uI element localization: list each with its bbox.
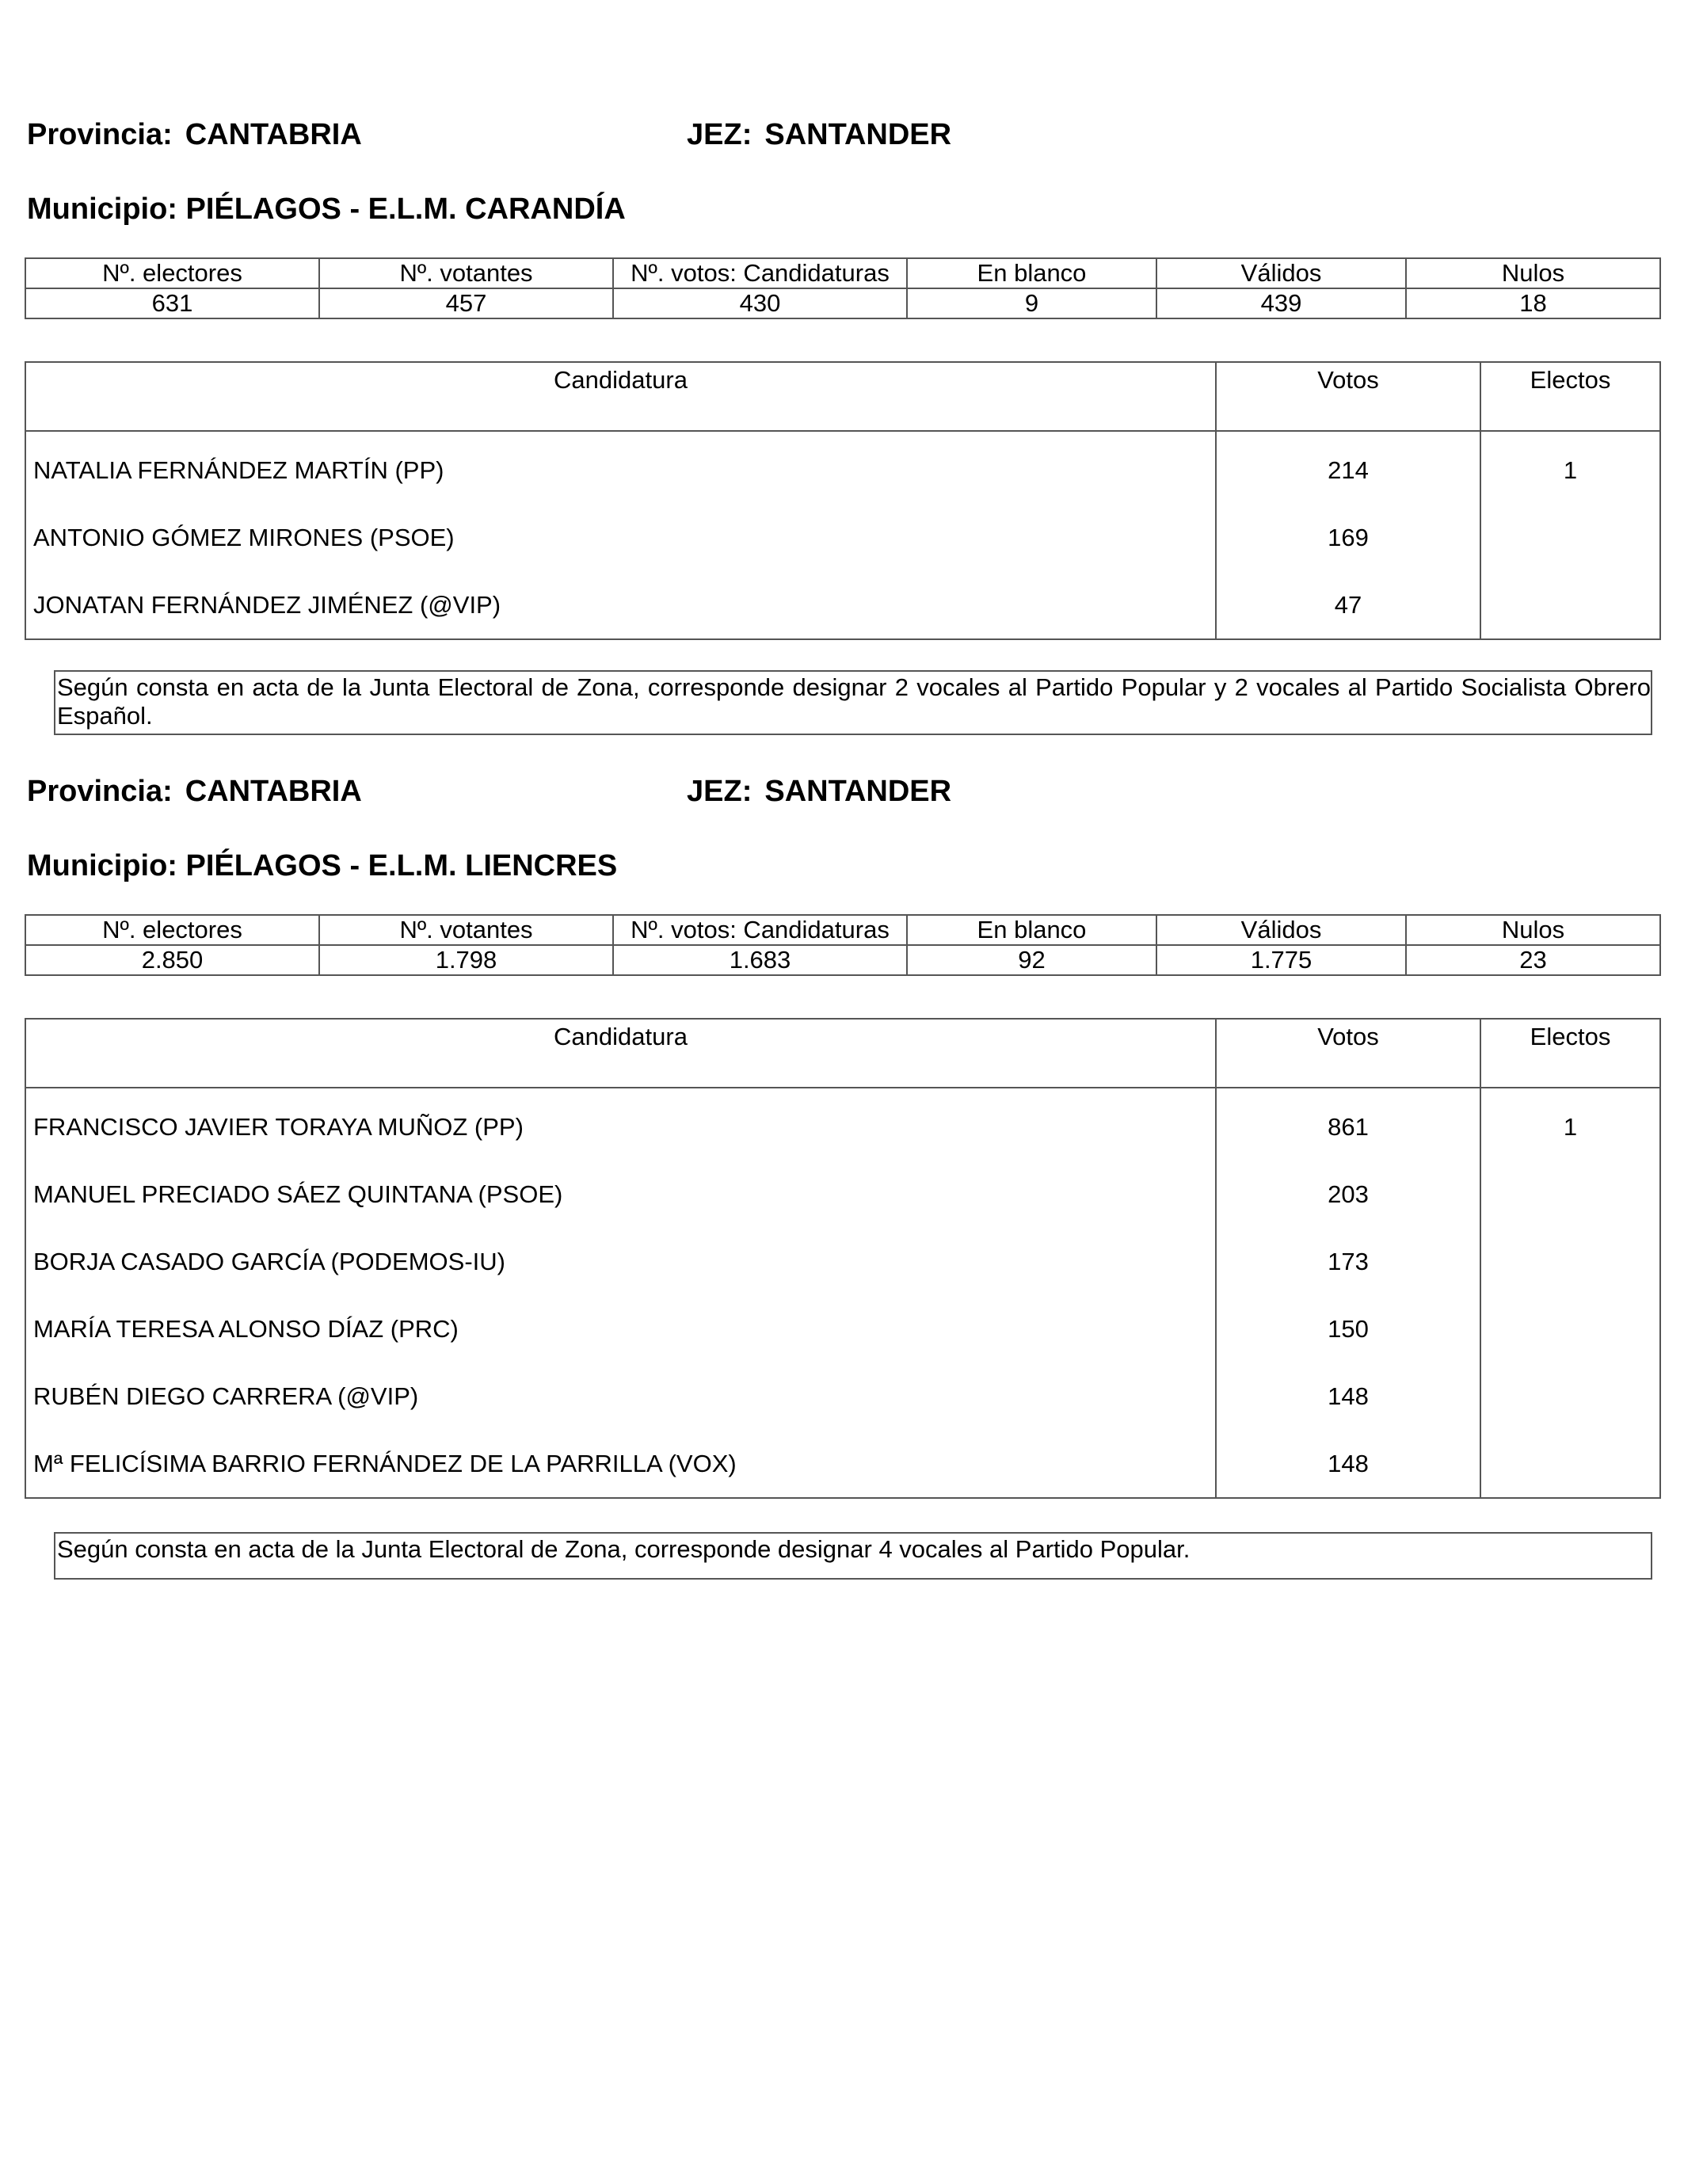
candidate-row	[25, 1363, 1660, 1430]
stats-value: 439	[1156, 288, 1406, 318]
provincia-line	[27, 117, 362, 152]
stats-value: 2.850	[25, 945, 319, 975]
candidate-row	[25, 1228, 1660, 1295]
candidate-electos	[1480, 1161, 1660, 1228]
candidate-votos: 203	[1216, 1161, 1480, 1228]
candidate-electos	[1480, 571, 1660, 639]
stats-value: 23	[1406, 945, 1660, 975]
stats-value: 1.775	[1156, 945, 1406, 975]
votos-header: Votos	[1216, 1019, 1480, 1088]
candidate-electos	[1480, 1430, 1660, 1498]
stats-header: En blanco	[907, 258, 1156, 288]
candidatura-header: Candidatura	[25, 362, 1216, 431]
candidate-electos: 1	[1480, 1088, 1660, 1161]
provincia-value: CANTABRIA	[185, 118, 362, 151]
candidate-row	[25, 1088, 1660, 1161]
municipio-value: PIÉLAGOS - E.L.M. LIENCRES	[185, 849, 618, 882]
stats-value: 9	[907, 288, 1156, 318]
junta-note: Según consta en acta de la Junta Electoral de Zona, corresponde designar 4 vocales al Partido Popular.	[54, 1532, 1652, 1580]
municipio-label: Municipio:	[27, 192, 177, 226]
stats-value: 18	[1406, 288, 1660, 318]
candidate-row	[25, 1430, 1660, 1498]
jez-value: SANTANDER	[764, 118, 952, 151]
candidate-name: NATALIA FERNÁNDEZ MARTÍN (PP)	[25, 431, 1216, 504]
stats-header: Nº. electores	[25, 915, 319, 945]
stats-value-row	[25, 945, 1660, 975]
candidate-name: FRANCISCO JAVIER TORAYA MUÑOZ (PP)	[25, 1088, 1216, 1161]
stats-value: 430	[613, 288, 907, 318]
stats-header: Nulos	[1406, 915, 1660, 945]
candidate-name: ANTONIO GÓMEZ MIRONES (PSOE)	[25, 504, 1216, 571]
stats-value: 1.683	[613, 945, 907, 975]
candidates-header-row	[25, 362, 1660, 431]
stats-header-row	[25, 915, 1660, 945]
candidate-name: RUBÉN DIEGO CARRERA (@VIP)	[25, 1363, 1216, 1430]
stats-value-row	[25, 288, 1660, 318]
stats-value: 631	[25, 288, 319, 318]
electos-header: Electos	[1480, 1019, 1660, 1088]
candidate-name: Mª FELICÍSIMA BARRIO FERNÁNDEZ DE LA PARRILLA (VOX)	[25, 1430, 1216, 1498]
candidates-header-row	[25, 1019, 1660, 1088]
stats-value: 1.798	[319, 945, 613, 975]
candidates-table	[25, 1018, 1661, 1499]
stats-value: 457	[319, 288, 613, 318]
stats-header: En blanco	[907, 915, 1156, 945]
candidate-row	[25, 1161, 1660, 1228]
electos-header: Electos	[1480, 362, 1660, 431]
municipio-line	[27, 192, 626, 227]
candidate-votos: 47	[1216, 571, 1480, 639]
stats-header-row	[25, 258, 1660, 288]
jez-label: JEZ:	[687, 118, 752, 151]
candidate-row	[25, 1295, 1660, 1363]
stats-header: Nº. electores	[25, 258, 319, 288]
candidate-electos	[1480, 1363, 1660, 1430]
candidate-name: BORJA CASADO GARCÍA (PODEMOS-IU)	[25, 1228, 1216, 1295]
stats-header: Nº. votos: Candidaturas	[613, 915, 907, 945]
candidate-row	[25, 571, 1660, 639]
candidate-votos: 148	[1216, 1430, 1480, 1498]
candidate-votos: 214	[1216, 431, 1480, 504]
candidate-votos: 148	[1216, 1363, 1480, 1430]
candidate-votos: 150	[1216, 1295, 1480, 1363]
candidatura-header: Candidatura	[25, 1019, 1216, 1088]
provincia-value: CANTABRIA	[185, 775, 362, 808]
candidate-name: MANUEL PRECIADO SÁEZ QUINTANA (PSOE)	[25, 1161, 1216, 1228]
jez-label: JEZ:	[687, 775, 752, 808]
jez-line	[687, 117, 951, 152]
candidate-name: MARÍA TERESA ALONSO DÍAZ (PRC)	[25, 1295, 1216, 1363]
candidate-electos	[1480, 504, 1660, 571]
jez-line	[687, 774, 951, 809]
stats-table	[25, 914, 1661, 976]
provincia-label: Provincia:	[27, 775, 173, 808]
stats-header: Nº. votantes	[319, 915, 613, 945]
candidate-votos: 173	[1216, 1228, 1480, 1295]
stats-header: Válidos	[1156, 915, 1406, 945]
candidate-electos: 1	[1480, 431, 1660, 504]
municipio-line	[27, 848, 617, 883]
stats-header: Nulos	[1406, 258, 1660, 288]
stats-header: Nº. votos: Candidaturas	[613, 258, 907, 288]
candidate-name: JONATAN FERNÁNDEZ JIMÉNEZ (@VIP)	[25, 571, 1216, 639]
junta-note: Según consta en acta de la Junta Electoral de Zona, corresponde designar 2 vocales al Partido Popular y 2 vocales al Partido Socialista Obrero Español.	[54, 670, 1652, 735]
municipio-label: Municipio:	[27, 849, 177, 882]
stats-table	[25, 257, 1661, 319]
municipio-value: PIÉLAGOS - E.L.M. CARANDÍA	[185, 192, 626, 226]
votos-header: Votos	[1216, 362, 1480, 431]
candidate-votos: 169	[1216, 504, 1480, 571]
candidates-table	[25, 361, 1661, 640]
candidate-electos	[1480, 1295, 1660, 1363]
candidate-row	[25, 431, 1660, 504]
provincia-line	[27, 774, 362, 809]
stats-header: Válidos	[1156, 258, 1406, 288]
stats-header: Nº. votantes	[319, 258, 613, 288]
jez-value: SANTANDER	[764, 775, 952, 808]
provincia-label: Provincia:	[27, 118, 173, 151]
candidate-electos	[1480, 1228, 1660, 1295]
candidate-row	[25, 504, 1660, 571]
candidate-votos: 861	[1216, 1088, 1480, 1161]
stats-value: 92	[907, 945, 1156, 975]
